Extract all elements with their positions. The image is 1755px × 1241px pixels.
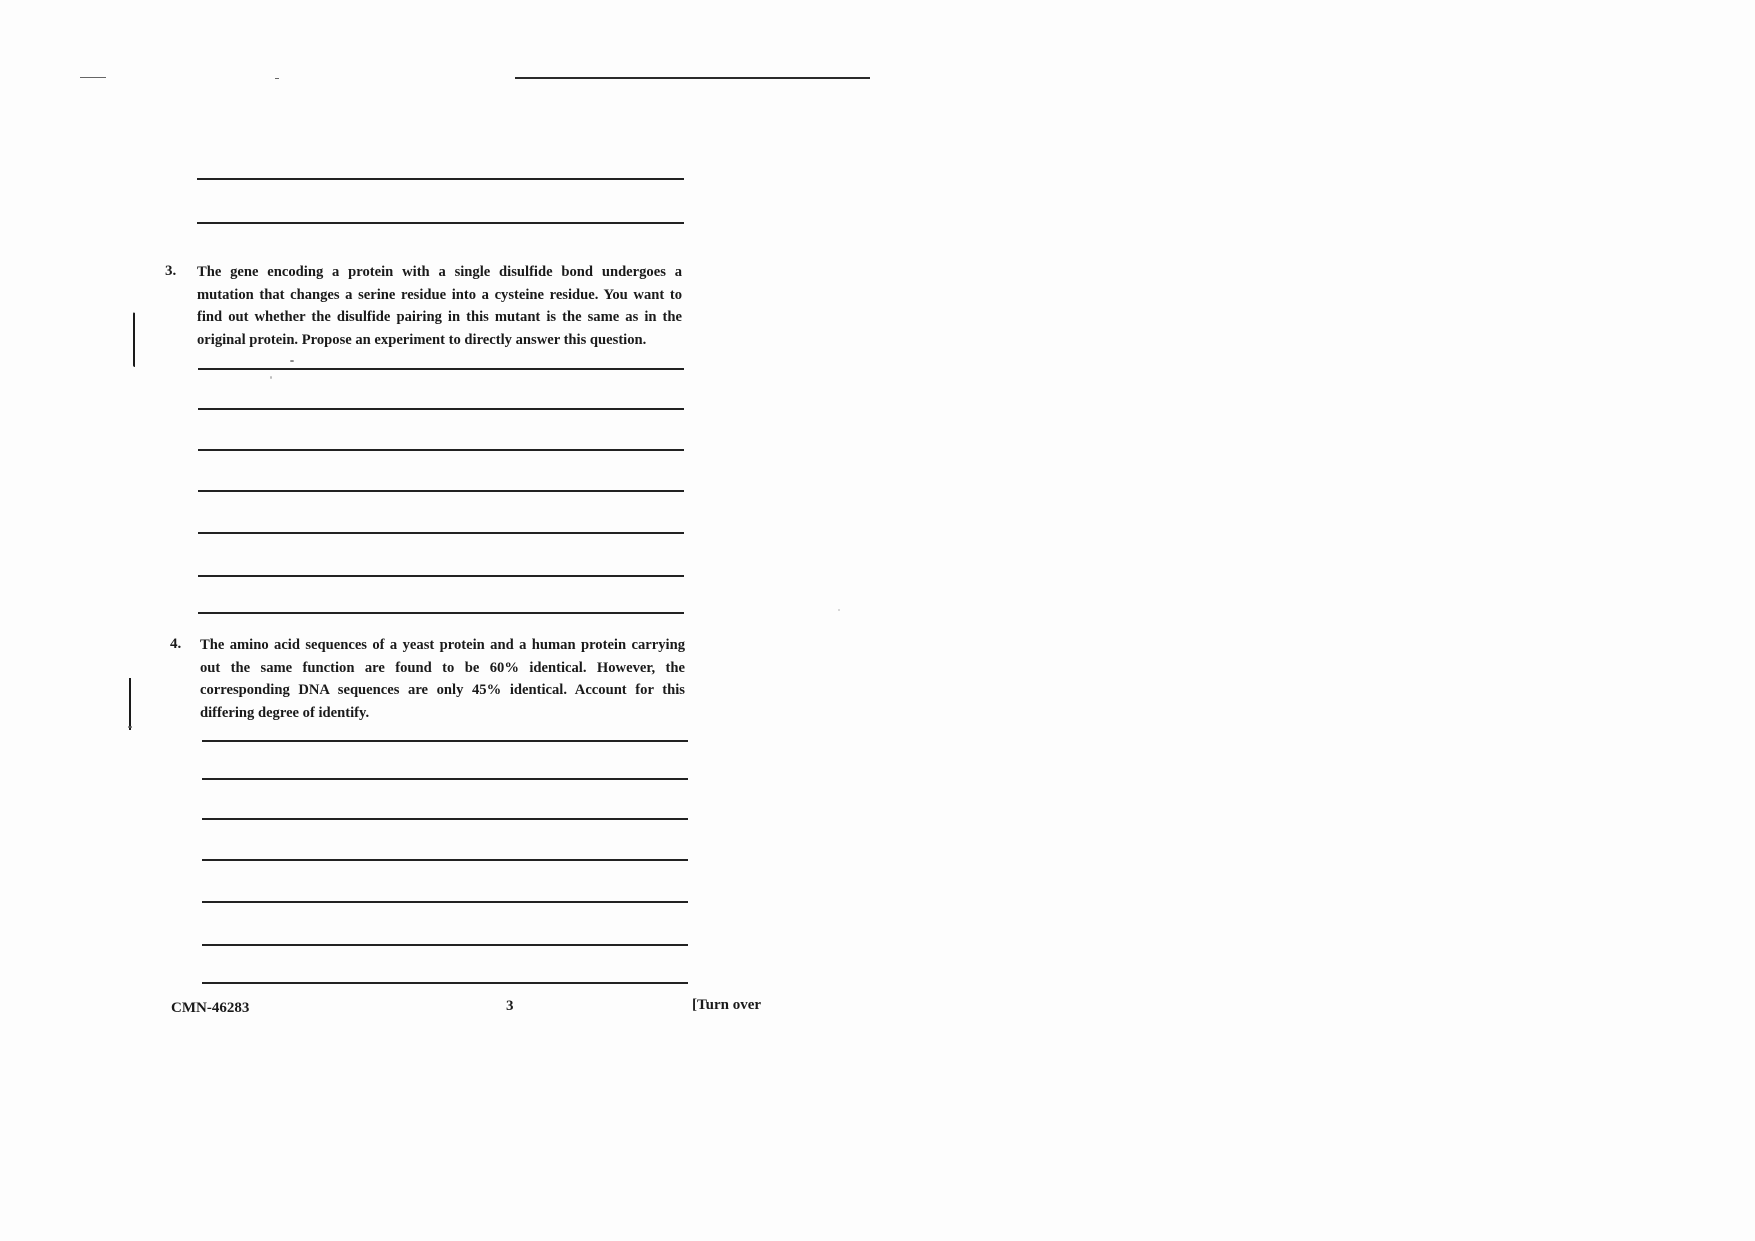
margin-bracket (133, 312, 135, 367)
answer-line (202, 859, 688, 861)
question-number: 3. (165, 263, 177, 279)
scan-speck (270, 376, 272, 379)
answer-line (197, 222, 684, 224)
top-scan-mark (80, 77, 106, 78)
margin-bracket (129, 678, 131, 730)
answer-line (198, 532, 684, 534)
answer-line (198, 490, 684, 492)
answer-line (198, 575, 684, 577)
answer-line (198, 449, 684, 451)
answer-line (202, 818, 688, 820)
exam-code: CMN-46283 (171, 1000, 250, 1016)
question-text: The gene encoding a protein with a single disulfide bond undergoes a mutation that changes a serine residue into a cysteine residue. You want to find out whether the disulfide pairing in this mutant is the same as in the original protein. Propose an experiment to directly answer this question. (197, 264, 682, 348)
scan-speck (290, 360, 294, 362)
answer-line (202, 982, 688, 984)
top-rule (515, 77, 870, 79)
top-scan-mark (275, 78, 279, 79)
answer-line (197, 178, 684, 180)
question-number: 4. (170, 636, 182, 652)
answer-line (198, 408, 684, 410)
question-text: The amino acid sequences of a yeast protein and a human protein carrying out the same function are found to be 60% identical. However, the corresponding DNA sequences are only 45% identical. Account for this differing degree of identify. (200, 637, 685, 721)
scan-speck (128, 726, 132, 728)
answer-line (202, 778, 688, 780)
answer-line (198, 368, 684, 370)
scan-speck (838, 609, 840, 611)
answer-line (202, 901, 688, 903)
answer-line (202, 944, 688, 946)
page-number: 3 (506, 998, 514, 1014)
turn-over-note: [Turn over (692, 997, 762, 1013)
answer-line (202, 740, 688, 742)
answer-line (198, 612, 684, 614)
